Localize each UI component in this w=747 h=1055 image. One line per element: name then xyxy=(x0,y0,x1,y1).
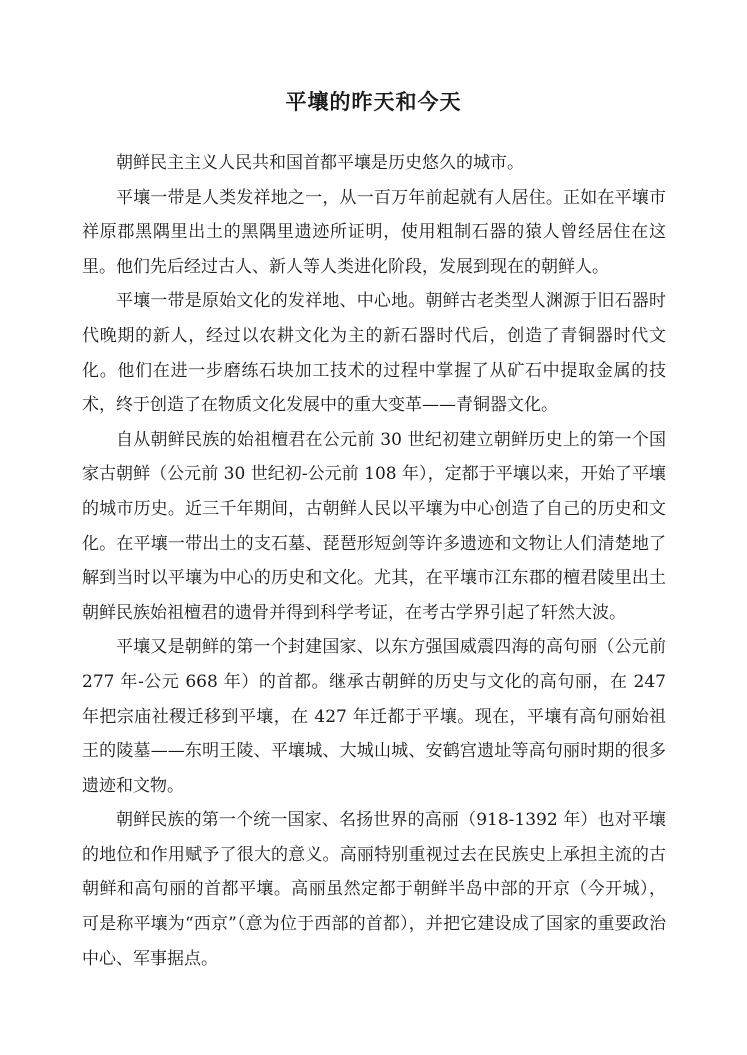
paragraph-origins: 平壤一带是人类发祥地之一，从一百万年前起就有人居住。正如在平壤市祥原郡黑隅里出土的黑隅里遗迹所证明，使用粗制石器的猿人曾经居住在这里。他们先后经过古人、新人等人类进化阶段，发展到现在的朝鲜人。 xyxy=(82,187,666,277)
paragraph-goguryeo: 平壤又是朝鲜的第一个封建国家、以东方强国威震四海的高句丽（公元前 277 年-公元 668 年）的首都。继承古朝鲜的历史与文化的高句丽，在 247 年把宗庙社稷迁移到平壤，在 427 年迁都于平壤。现在，平壤有高句丽始祖王的陵墓——东明王陵、平壤城、大城山城、安鹤宫遗址等高句丽时期的很多遗迹和文物。 xyxy=(82,637,666,796)
paragraph-gojoseon: 自从朝鲜民族的始祖檀君在公元前 30 世纪初建立朝鲜历史上的第一个国家古朝鲜（公元前 30 世纪初-公元前 108 年），定都于平壤以来，开始了平壤的城市历史。近三千年期间，古朝鲜人民以平壤为中心创造了自己的历史和文化。在平壤一带出土的支石墓、琵琶形短剑等许多遗迹和文物让人们清楚地了解到当时以平壤为中心的历史和文化。尤其，在平壤市江东郡的檀君陵里出土朝鲜民族始祖檀君的遗骨并得到科学考证，在考古学界引起了轩然大波。 xyxy=(82,429,666,623)
article-body xyxy=(82,146,666,976)
page-title: 平壤的昨天和今天 xyxy=(285,89,462,114)
paragraph-primitive-culture: 平壤一带是原始文化的发祥地、中心地。朝鲜古老类型人渊源于旧石器时代晚期的新人，经过以农耕文化为主的新石器时代后，创造了青铜器时代文化。他们在进一步磨练石块加工技术的过程中掌握了从矿石中提取金属的技术，终于创造了在物质文化发展中的重大变革——青铜器文化。 xyxy=(82,291,666,416)
paragraph-goryeo: 朝鲜民族的第一个统一国家、名扬世界的高丽（918-1392 年）也对平壤的地位和作用赋予了很大的意义。高丽特别重视过去在民族史上承担主流的古朝鲜和高句丽的首都平壤。高丽虽然定都于朝鲜半岛中部的开京（今开城），可是称平壤为“西京”（意为位于西部的首都），并把它建设成了国家的重要政治中心、军事据点。 xyxy=(82,810,666,969)
paragraph-intro: 朝鲜民主主义人民共和国首都平壤是历史悠久的城市。 xyxy=(116,153,524,173)
